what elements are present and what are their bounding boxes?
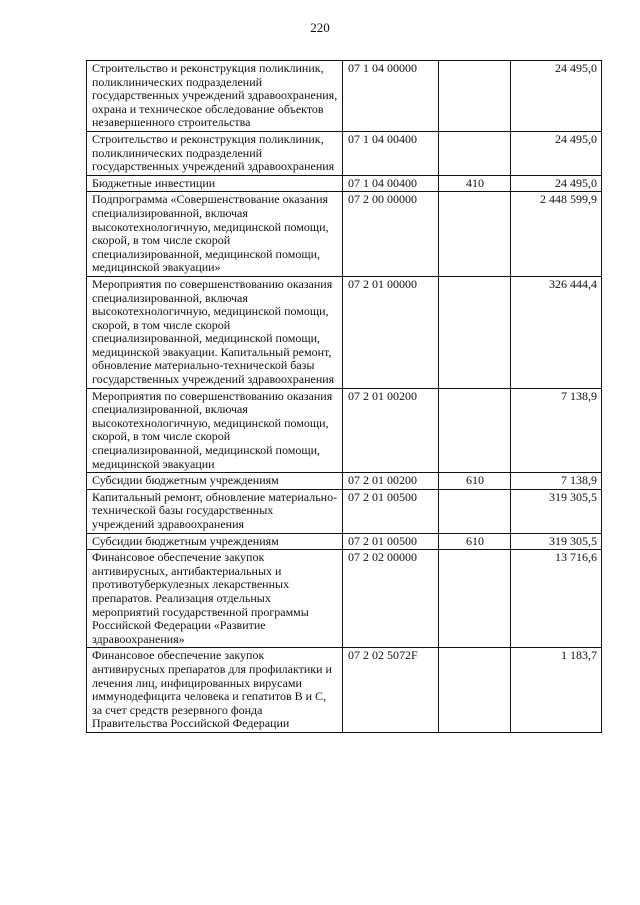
row-amount: 1 183,7	[511, 648, 602, 733]
page-number: 220	[310, 20, 330, 35]
table-row	[87, 473, 602, 490]
row-expense-type	[439, 489, 511, 533]
row-name: Строительство и реконструкция поликлиник, поликлинических подразделений государственных учреждений здравоохранения, охрана и техническое обследование объектов незавершенного строительства	[87, 61, 343, 132]
row-target-code: 07 1 04 00400	[343, 131, 439, 175]
row-expense-type: 610	[439, 533, 511, 550]
row-name: Капитальный ремонт, обновление материально-технической базы государственных учреждений здравоохранения	[87, 489, 343, 533]
row-target-code: 07 2 00 00000	[343, 192, 439, 277]
row-name: Субсидии бюджетным учреждениям	[87, 473, 343, 490]
row-name: Финансовое обеспечение закупок антивирусных, антибактериальных и противотуберкулезных лекарственных препаратов. Реализация отдельных мероприятий государственной программы Российской Федерации «Развитие здравоохранения»	[87, 550, 343, 648]
row-expense-type	[439, 550, 511, 648]
row-name: Строительство и реконструкция поликлиник, поликлинических подразделений государственных учреждений здравоохранения	[87, 131, 343, 175]
table-row	[87, 388, 602, 473]
row-target-code: 07 2 01 00200	[343, 388, 439, 473]
row-name: Субсидии бюджетным учреждениям	[87, 533, 343, 550]
row-amount: 7 138,9	[511, 388, 602, 473]
table-row	[87, 276, 602, 388]
row-expense-type	[439, 388, 511, 473]
row-name: Бюджетные инвестиции	[87, 175, 343, 192]
row-name: Подпрограмма «Совершенствование оказания специализированной, включая высокотехнологичную, медицинской помощи, скорой, в том числе скорой специализированной, медицинской помощи, медицинской эвакуации»	[87, 192, 343, 277]
row-expense-type: 410	[439, 175, 511, 192]
row-amount: 24 495,0	[511, 131, 602, 175]
table-row	[87, 533, 602, 550]
row-expense-type: 610	[439, 473, 511, 490]
row-name: Финансовое обеспечение закупок антивирусных препаратов для профилактики и лечения лиц, инфицированных вирусами иммунодефицита человека и гепатитов В и С, за счет средств резервного фонда Правительства Российской Федерации	[87, 648, 343, 733]
table-row	[87, 648, 602, 733]
table-row	[87, 175, 602, 192]
row-name: Мероприятия по совершенствованию оказания специализированной, включая высокотехнологичную, медицинской помощи, скорой, в том числе скорой специализированной, медицинской помощи, медицинской эвакуации. Капитальный ремонт, обновление материально-технической базы государственных учреждений здравоохранения	[87, 276, 343, 388]
row-amount: 319 305,5	[511, 533, 602, 550]
row-amount: 2 448 599,9	[511, 192, 602, 277]
row-target-code: 07 2 01 00000	[343, 276, 439, 388]
row-amount: 319 305,5	[511, 489, 602, 533]
table-row	[87, 489, 602, 533]
row-target-code: 07 2 02 00000	[343, 550, 439, 648]
row-target-code: 07 2 01 00500	[343, 489, 439, 533]
row-amount: 13 716,6	[511, 550, 602, 648]
row-target-code: 07 1 04 00400	[343, 175, 439, 192]
budget-table	[86, 60, 602, 733]
row-amount: 24 495,0	[511, 175, 602, 192]
row-target-code: 07 2 02 5072F	[343, 648, 439, 733]
row-target-code: 07 2 01 00500	[343, 533, 439, 550]
row-target-code: 07 2 01 00200	[343, 473, 439, 490]
row-expense-type	[439, 648, 511, 733]
table-row	[87, 131, 602, 175]
row-expense-type	[439, 192, 511, 277]
table-row	[87, 192, 602, 277]
row-expense-type	[439, 131, 511, 175]
row-target-code: 07 1 04 00000	[343, 61, 439, 132]
table-row	[87, 550, 602, 648]
table-row	[87, 61, 602, 132]
row-expense-type	[439, 61, 511, 132]
row-amount: 7 138,9	[511, 473, 602, 490]
row-amount: 326 444,4	[511, 276, 602, 388]
row-name: Мероприятия по совершенствованию оказания специализированной, включая высокотехнологичную, медицинской помощи, скорой, в том числе скорой специализированной, медицинской помощи, медицинской эвакуации	[87, 388, 343, 473]
row-amount: 24 495,0	[511, 61, 602, 132]
row-expense-type	[439, 276, 511, 388]
